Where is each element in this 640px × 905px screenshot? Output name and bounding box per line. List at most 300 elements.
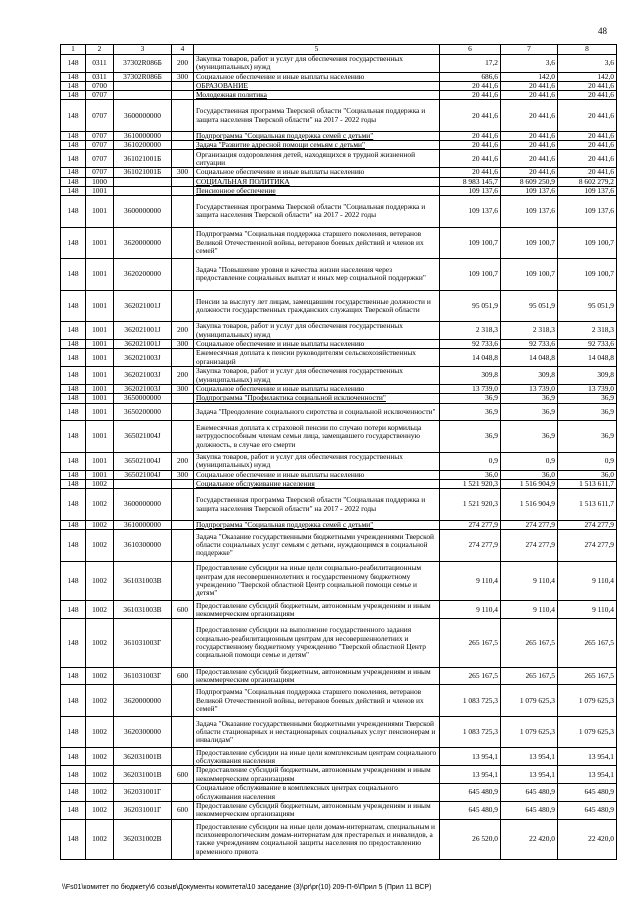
cell-description: Социальное обслуживание населения [194, 480, 440, 489]
cell-grbs: 148 [61, 177, 86, 186]
cell-grbs: 148 [61, 489, 86, 521]
table-row [61, 601, 617, 619]
cell-expense-type: 300 [172, 470, 194, 479]
cell-section: 1001 [86, 349, 114, 367]
cell-target-article: 361021001Б [114, 168, 172, 177]
cell-description: Задача "Развитие адресной помощи семьям с детьми" [194, 141, 440, 150]
cell-amount-2022: 309,8 [558, 367, 617, 385]
cell-expense-type [172, 520, 194, 529]
cell-grbs: 148 [61, 766, 86, 784]
header-row [61, 45, 617, 55]
cell-amount-2020: 92 733,6 [440, 340, 501, 349]
table-row [61, 530, 617, 562]
cell-amount-2022: 274 277,9 [558, 530, 617, 562]
cell-amount-2022: 0,9 [558, 452, 617, 470]
cell-expense-type [172, 784, 194, 802]
table-row [61, 227, 617, 259]
cell-amount-2022: 2 318,3 [558, 322, 617, 340]
cell-expense-type [172, 141, 194, 150]
cell-target-article: 362021003J [114, 367, 172, 385]
cell-amount-2021: 3,6 [501, 55, 558, 73]
cell-grbs: 148 [61, 452, 86, 470]
cell-amount-2021: 9 110,4 [501, 601, 558, 619]
cell-grbs: 148 [61, 349, 86, 367]
cell-grbs: 148 [61, 322, 86, 340]
cell-target-article [114, 91, 172, 100]
table-row [61, 470, 617, 479]
cell-grbs: 148 [61, 186, 86, 195]
cell-amount-2020: 95 051,9 [440, 290, 501, 322]
cell-amount-2022: 645 480,9 [558, 801, 617, 819]
column-header: 6 [440, 45, 501, 55]
budget-table [60, 44, 617, 860]
cell-target-article: 3610200000 [114, 141, 172, 150]
cell-section: 0707 [86, 91, 114, 100]
cell-expense-type [172, 685, 194, 717]
cell-section: 1001 [86, 186, 114, 195]
cell-description: Предоставление субсидии на выполнение государственного задания социально-реабилитационным центрам для несовершеннолетних и государственному бюджетному учреждению "Тверской областной Центр социальной помощи семье и детям" [194, 619, 440, 667]
column-header: 7 [501, 45, 558, 55]
cell-expense-type [172, 227, 194, 259]
cell-amount-2020: 8 983 145,7 [440, 177, 501, 186]
cell-section: 1001 [86, 452, 114, 470]
cell-section: 0707 [86, 168, 114, 177]
cell-expense-type [172, 716, 194, 748]
cell-description: Предоставление субсидий бюджетным, автономным учреждениям и иным некоммерческим организациям [194, 801, 440, 819]
cell-amount-2022: 265 167,5 [558, 667, 617, 685]
cell-expense-type: 200 [172, 55, 194, 73]
table-row [61, 480, 617, 489]
cell-amount-2020: 0,9 [440, 452, 501, 470]
cell-description: Организация оздоровления детей, находящихся в трудной жизненной ситуации [194, 150, 440, 168]
cell-amount-2021: 9 110,4 [501, 561, 558, 601]
table-row [61, 685, 617, 717]
cell-amount-2020: 13 954,1 [440, 766, 501, 784]
cell-description: Закупка товаров, работ и услуг для обеспечения государственных (муниципальных) нужд [194, 367, 440, 385]
cell-section: 0311 [86, 55, 114, 73]
cell-amount-2020: 645 480,9 [440, 784, 501, 802]
cell-grbs: 148 [61, 55, 86, 73]
cell-amount-2022: 95 051,9 [558, 290, 617, 322]
cell-description: Государственная программа Тверской области "Социальная поддержка и защита населения Тверской области" на 2017 - 2022 годы [194, 489, 440, 521]
cell-grbs: 148 [61, 367, 86, 385]
cell-description: Предоставление субсидии на иные цели домам-интернатам, специальным и психоневрологическим домам-интернатам для престарелых и инвалидов, а также учреждениям социальной защиты населения по предоставлению временного приюта [194, 819, 440, 859]
cell-amount-2020: 274 277,9 [440, 520, 501, 529]
cell-section: 1001 [86, 196, 114, 228]
cell-section: 1002 [86, 601, 114, 619]
cell-amount-2020: 20 441,6 [440, 131, 501, 140]
cell-target-article: 3620200000 [114, 259, 172, 291]
cell-target-article: 3650200000 [114, 403, 172, 421]
cell-description: Социальное обеспечение и иные выплаты населению [194, 470, 440, 479]
cell-target-article: 362031002В [114, 819, 172, 859]
column-header: 1 [61, 45, 86, 55]
cell-description: Закупка товаров, работ и услуг для обеспечения государственных (муниципальных) нужд [194, 55, 440, 73]
cell-amount-2021: 20 441,6 [501, 150, 558, 168]
cell-grbs: 148 [61, 141, 86, 150]
cell-amount-2020: 36,9 [440, 403, 501, 421]
cell-amount-2020: 309,8 [440, 367, 501, 385]
table-row [61, 766, 617, 784]
cell-grbs: 148 [61, 259, 86, 291]
cell-description: Предоставление субсидий бюджетным, автономным учреждениям и иным некоммерческим организациям [194, 667, 440, 685]
cell-section: 0707 [86, 150, 114, 168]
cell-grbs: 148 [61, 290, 86, 322]
cell-amount-2020: 1 521 920,3 [440, 489, 501, 521]
cell-amount-2021: 20 441,6 [501, 168, 558, 177]
cell-amount-2020: 265 167,5 [440, 619, 501, 667]
cell-target-article: 365021004J [114, 421, 172, 453]
cell-amount-2021: 109 137,6 [501, 196, 558, 228]
cell-target-article: 361031003Г [114, 667, 172, 685]
cell-target-article: 365021004J [114, 470, 172, 479]
cell-expense-type [172, 131, 194, 140]
cell-grbs: 148 [61, 403, 86, 421]
cell-target-article: 3610300000 [114, 530, 172, 562]
cell-target-article: 3610000000 [114, 131, 172, 140]
cell-target-article: 3600000000 [114, 196, 172, 228]
cell-amount-2020: 14 048,8 [440, 349, 501, 367]
cell-description: Пенсионное обеспечение [194, 186, 440, 195]
cell-amount-2020: 265 167,5 [440, 667, 501, 685]
cell-expense-type [172, 748, 194, 766]
cell-grbs: 148 [61, 801, 86, 819]
cell-amount-2020: 20 441,6 [440, 81, 501, 90]
cell-expense-type [172, 489, 194, 521]
cell-amount-2021: 13 954,1 [501, 748, 558, 766]
cell-section: 1002 [86, 561, 114, 601]
cell-amount-2022: 13 739,0 [558, 384, 617, 393]
cell-section: 1001 [86, 394, 114, 403]
cell-amount-2021: 20 441,6 [501, 131, 558, 140]
table-row [61, 72, 617, 81]
cell-target-article: 361031003Г [114, 619, 172, 667]
column-header: 4 [172, 45, 194, 55]
cell-section: 1001 [86, 227, 114, 259]
cell-grbs: 148 [61, 716, 86, 748]
cell-amount-2021: 36,9 [501, 403, 558, 421]
table-row [61, 340, 617, 349]
cell-section: 1002 [86, 801, 114, 819]
cell-amount-2022: 36,9 [558, 394, 617, 403]
cell-section: 1001 [86, 322, 114, 340]
cell-expense-type [172, 421, 194, 453]
cell-target-article: 362031001В [114, 766, 172, 784]
cell-target-article [114, 81, 172, 90]
cell-section: 1002 [86, 489, 114, 521]
cell-description: Задача "Преодоление социального сиротства и социальной исключенности" [194, 403, 440, 421]
cell-target-article: 3600000000 [114, 489, 172, 521]
cell-description: Подпрограмма "Социальная поддержка семей с детьми" [194, 520, 440, 529]
cell-target-article: 362031001Г [114, 784, 172, 802]
table-row [61, 55, 617, 73]
cell-grbs: 148 [61, 619, 86, 667]
footer-file-path: \\Fs01\комитет по бюджету\6 созыв\Документы комитета\10 заседание (3)\pr\pr(10) 209-П-6\Прил 5 (Прил 11 ВСР) [62, 884, 432, 891]
cell-amount-2021: 14 048,8 [501, 349, 558, 367]
cell-expense-type [172, 394, 194, 403]
table-row [61, 141, 617, 150]
cell-amount-2022: 1 513 611,7 [558, 489, 617, 521]
cell-target-article [114, 480, 172, 489]
cell-section: 0707 [86, 100, 114, 132]
column-header: 2 [86, 45, 114, 55]
cell-amount-2022: 1 079 625,3 [558, 685, 617, 717]
cell-amount-2021: 20 441,6 [501, 91, 558, 100]
cell-amount-2021: 36,9 [501, 394, 558, 403]
cell-target-article: 3620000000 [114, 227, 172, 259]
table-row [61, 561, 617, 601]
table-row [61, 290, 617, 322]
cell-amount-2020: 109 137,6 [440, 186, 501, 195]
cell-expense-type [172, 196, 194, 228]
table-row [61, 394, 617, 403]
cell-amount-2021: 1 079 625,3 [501, 685, 558, 717]
cell-section: 1002 [86, 766, 114, 784]
cell-amount-2020: 9 110,4 [440, 561, 501, 601]
cell-section: 0311 [86, 72, 114, 81]
table-row [61, 452, 617, 470]
cell-amount-2020: 36,0 [440, 470, 501, 479]
cell-grbs: 148 [61, 667, 86, 685]
cell-description: Социальное обеспечение и иные выплаты населению [194, 168, 440, 177]
cell-grbs: 148 [61, 131, 86, 140]
cell-section: 1002 [86, 520, 114, 529]
cell-amount-2022: 20 441,6 [558, 100, 617, 132]
cell-grbs: 148 [61, 81, 86, 90]
cell-section: 1002 [86, 716, 114, 748]
cell-amount-2021: 13 739,0 [501, 384, 558, 393]
cell-grbs: 148 [61, 561, 86, 601]
cell-expense-type [172, 530, 194, 562]
cell-expense-type [172, 561, 194, 601]
cell-target-article: 362021001J [114, 322, 172, 340]
cell-target-article: 37302R086Б [114, 55, 172, 73]
cell-grbs: 148 [61, 470, 86, 479]
cell-grbs: 148 [61, 384, 86, 393]
cell-amount-2022: 109 137,6 [558, 196, 617, 228]
cell-amount-2020: 26 520,0 [440, 819, 501, 859]
cell-target-article: 362031001В [114, 748, 172, 766]
cell-amount-2022: 13 954,1 [558, 766, 617, 784]
cell-amount-2021: 20 441,6 [501, 100, 558, 132]
cell-amount-2021: 309,8 [501, 367, 558, 385]
cell-expense-type [172, 619, 194, 667]
cell-amount-2020: 20 441,6 [440, 150, 501, 168]
cell-section: 1002 [86, 530, 114, 562]
column-header: 3 [114, 45, 172, 55]
cell-amount-2020: 13 954,1 [440, 748, 501, 766]
table-row [61, 81, 617, 90]
cell-expense-type [172, 81, 194, 90]
cell-expense-type: 300 [172, 384, 194, 393]
cell-section: 1002 [86, 619, 114, 667]
cell-expense-type [172, 403, 194, 421]
cell-amount-2021: 265 167,5 [501, 667, 558, 685]
cell-amount-2022: 1 513 611,7 [558, 480, 617, 489]
cell-target-article [114, 186, 172, 195]
cell-description: Подпрограмма "Социальная поддержка семей с детьми" [194, 131, 440, 140]
table-row [61, 91, 617, 100]
cell-amount-2022: 9 110,4 [558, 561, 617, 601]
cell-amount-2022: 20 441,6 [558, 168, 617, 177]
cell-grbs: 148 [61, 601, 86, 619]
cell-amount-2021: 109 100,7 [501, 259, 558, 291]
cell-amount-2021: 265 167,5 [501, 619, 558, 667]
cell-description: Подпрограмма "Социальная поддержка старшего поколения, ветеранов Великой Отечественной войны, ветеранов боевых действий и членов их семей" [194, 227, 440, 259]
cell-target-article: 362031001Г [114, 801, 172, 819]
table-row [61, 716, 617, 748]
cell-amount-2022: 645 480,9 [558, 784, 617, 802]
table-row [61, 384, 617, 393]
cell-amount-2021: 1 516 904,9 [501, 489, 558, 521]
cell-amount-2022: 20 441,6 [558, 150, 617, 168]
cell-amount-2022: 20 441,6 [558, 131, 617, 140]
cell-amount-2021: 36,0 [501, 470, 558, 479]
cell-amount-2021: 8 609 250,9 [501, 177, 558, 186]
cell-section: 1001 [86, 403, 114, 421]
column-header: 5 [194, 45, 440, 55]
cell-amount-2021: 20 441,6 [501, 141, 558, 150]
cell-expense-type: 300 [172, 340, 194, 349]
cell-amount-2021: 1 516 904,9 [501, 480, 558, 489]
table-row [61, 168, 617, 177]
cell-amount-2020: 17,2 [440, 55, 501, 73]
cell-amount-2021: 142,0 [501, 72, 558, 81]
cell-expense-type: 600 [172, 801, 194, 819]
cell-section: 0700 [86, 81, 114, 90]
cell-amount-2022: 109 137,6 [558, 186, 617, 195]
cell-expense-type [172, 290, 194, 322]
cell-amount-2022: 20 441,6 [558, 141, 617, 150]
cell-grbs: 148 [61, 685, 86, 717]
cell-expense-type: 600 [172, 766, 194, 784]
cell-expense-type: 600 [172, 667, 194, 685]
cell-section: 1002 [86, 480, 114, 489]
table-row [61, 259, 617, 291]
cell-section: 1002 [86, 819, 114, 859]
cell-section: 1001 [86, 470, 114, 479]
cell-target-article: 362021003J [114, 349, 172, 367]
cell-amount-2021: 92 733,6 [501, 340, 558, 349]
cell-amount-2022: 9 110,4 [558, 601, 617, 619]
cell-section: 1000 [86, 177, 114, 186]
cell-amount-2020: 20 441,6 [440, 91, 501, 100]
table-row [61, 196, 617, 228]
table-row [61, 819, 617, 859]
cell-description: Государственная программа Тверской области "Социальная поддержка и защита населения Тверской области" на 2017 - 2022 годы [194, 196, 440, 228]
cell-grbs: 148 [61, 480, 86, 489]
cell-amount-2020: 2 318,3 [440, 322, 501, 340]
cell-grbs: 148 [61, 421, 86, 453]
cell-description: Ежемесячная доплата к пенсии руководителям сельскохозяйственных организаций [194, 349, 440, 367]
cell-amount-2020: 109 137,6 [440, 196, 501, 228]
cell-section: 1001 [86, 290, 114, 322]
cell-description: ОБРАЗОВАНИЕ [194, 81, 440, 90]
cell-amount-2021: 274 277,9 [501, 530, 558, 562]
cell-grbs: 148 [61, 150, 86, 168]
cell-target-article: 3620300000 [114, 716, 172, 748]
cell-amount-2021: 645 480,9 [501, 801, 558, 819]
cell-section: 1002 [86, 685, 114, 717]
cell-target-article: 361031003В [114, 561, 172, 601]
cell-section: 1001 [86, 259, 114, 291]
cell-amount-2022: 13 954,1 [558, 748, 617, 766]
table-row [61, 100, 617, 132]
cell-amount-2020: 20 441,6 [440, 168, 501, 177]
table-row [61, 367, 617, 385]
cell-target-article: 3620000000 [114, 685, 172, 717]
table-row [61, 801, 617, 819]
table-row [61, 748, 617, 766]
table-row [61, 177, 617, 186]
cell-amount-2022: 14 048,8 [558, 349, 617, 367]
cell-grbs: 148 [61, 72, 86, 81]
cell-target-article: 37302R086Б [114, 72, 172, 81]
cell-amount-2022: 20 441,6 [558, 81, 617, 90]
cell-amount-2021: 13 954,1 [501, 766, 558, 784]
cell-amount-2021: 645 480,9 [501, 784, 558, 802]
cell-grbs: 148 [61, 520, 86, 529]
cell-expense-type: 200 [172, 367, 194, 385]
cell-amount-2020: 686,6 [440, 72, 501, 81]
cell-section: 1002 [86, 784, 114, 802]
cell-expense-type: 200 [172, 452, 194, 470]
cell-amount-2022: 109 100,7 [558, 259, 617, 291]
cell-expense-type: 200 [172, 322, 194, 340]
cell-description: Предоставление субсидии на иные цели комплексным центрам социального обслуживания населения [194, 748, 440, 766]
cell-grbs: 148 [61, 168, 86, 177]
cell-description: Пенсии за выслугу лет лицам, замещавшим государственные должности и должности государственных гражданских служащих Тверской области [194, 290, 440, 322]
cell-grbs: 148 [61, 340, 86, 349]
cell-amount-2021: 22 420,0 [501, 819, 558, 859]
table-row [61, 322, 617, 340]
cell-expense-type: 300 [172, 72, 194, 81]
cell-section: 1001 [86, 421, 114, 453]
cell-amount-2020: 274 277,9 [440, 530, 501, 562]
table-row [61, 150, 617, 168]
cell-description: Задача "Оказание государственными бюджетными учреждениями Тверской области социальных услуг семьям с детьми, нуждающимся в социальной поддержке" [194, 530, 440, 562]
cell-amount-2021: 36,9 [501, 421, 558, 453]
cell-amount-2021: 20 441,6 [501, 81, 558, 90]
cell-section: 1002 [86, 748, 114, 766]
cell-expense-type [172, 100, 194, 132]
cell-amount-2022: 92 733,6 [558, 340, 617, 349]
cell-description: Социальное обеспечение и иные выплаты населению [194, 384, 440, 393]
cell-description: Государственная программа Тверской области "Социальная поддержка и защита населения Тверской области" на 2017 - 2022 годы [194, 100, 440, 132]
cell-amount-2020: 1 083 725,3 [440, 716, 501, 748]
cell-description: Молодежная политика [194, 91, 440, 100]
table-row [61, 489, 617, 521]
cell-amount-2020: 645 480,9 [440, 801, 501, 819]
table-row [61, 619, 617, 667]
cell-amount-2022: 265 167,5 [558, 619, 617, 667]
cell-amount-2021: 109 100,7 [501, 227, 558, 259]
cell-section: 0707 [86, 141, 114, 150]
cell-expense-type [172, 186, 194, 195]
table-row [61, 131, 617, 140]
cell-amount-2020: 20 441,6 [440, 100, 501, 132]
cell-section: 1001 [86, 384, 114, 393]
cell-amount-2022: 142,0 [558, 72, 617, 81]
cell-amount-2022: 109 100,7 [558, 227, 617, 259]
cell-amount-2022: 1 079 625,3 [558, 716, 617, 748]
cell-amount-2021: 2 318,3 [501, 322, 558, 340]
cell-amount-2021: 274 277,9 [501, 520, 558, 529]
cell-amount-2020: 9 110,4 [440, 601, 501, 619]
cell-grbs: 148 [61, 394, 86, 403]
cell-section: 0707 [86, 131, 114, 140]
cell-expense-type: 300 [172, 168, 194, 177]
